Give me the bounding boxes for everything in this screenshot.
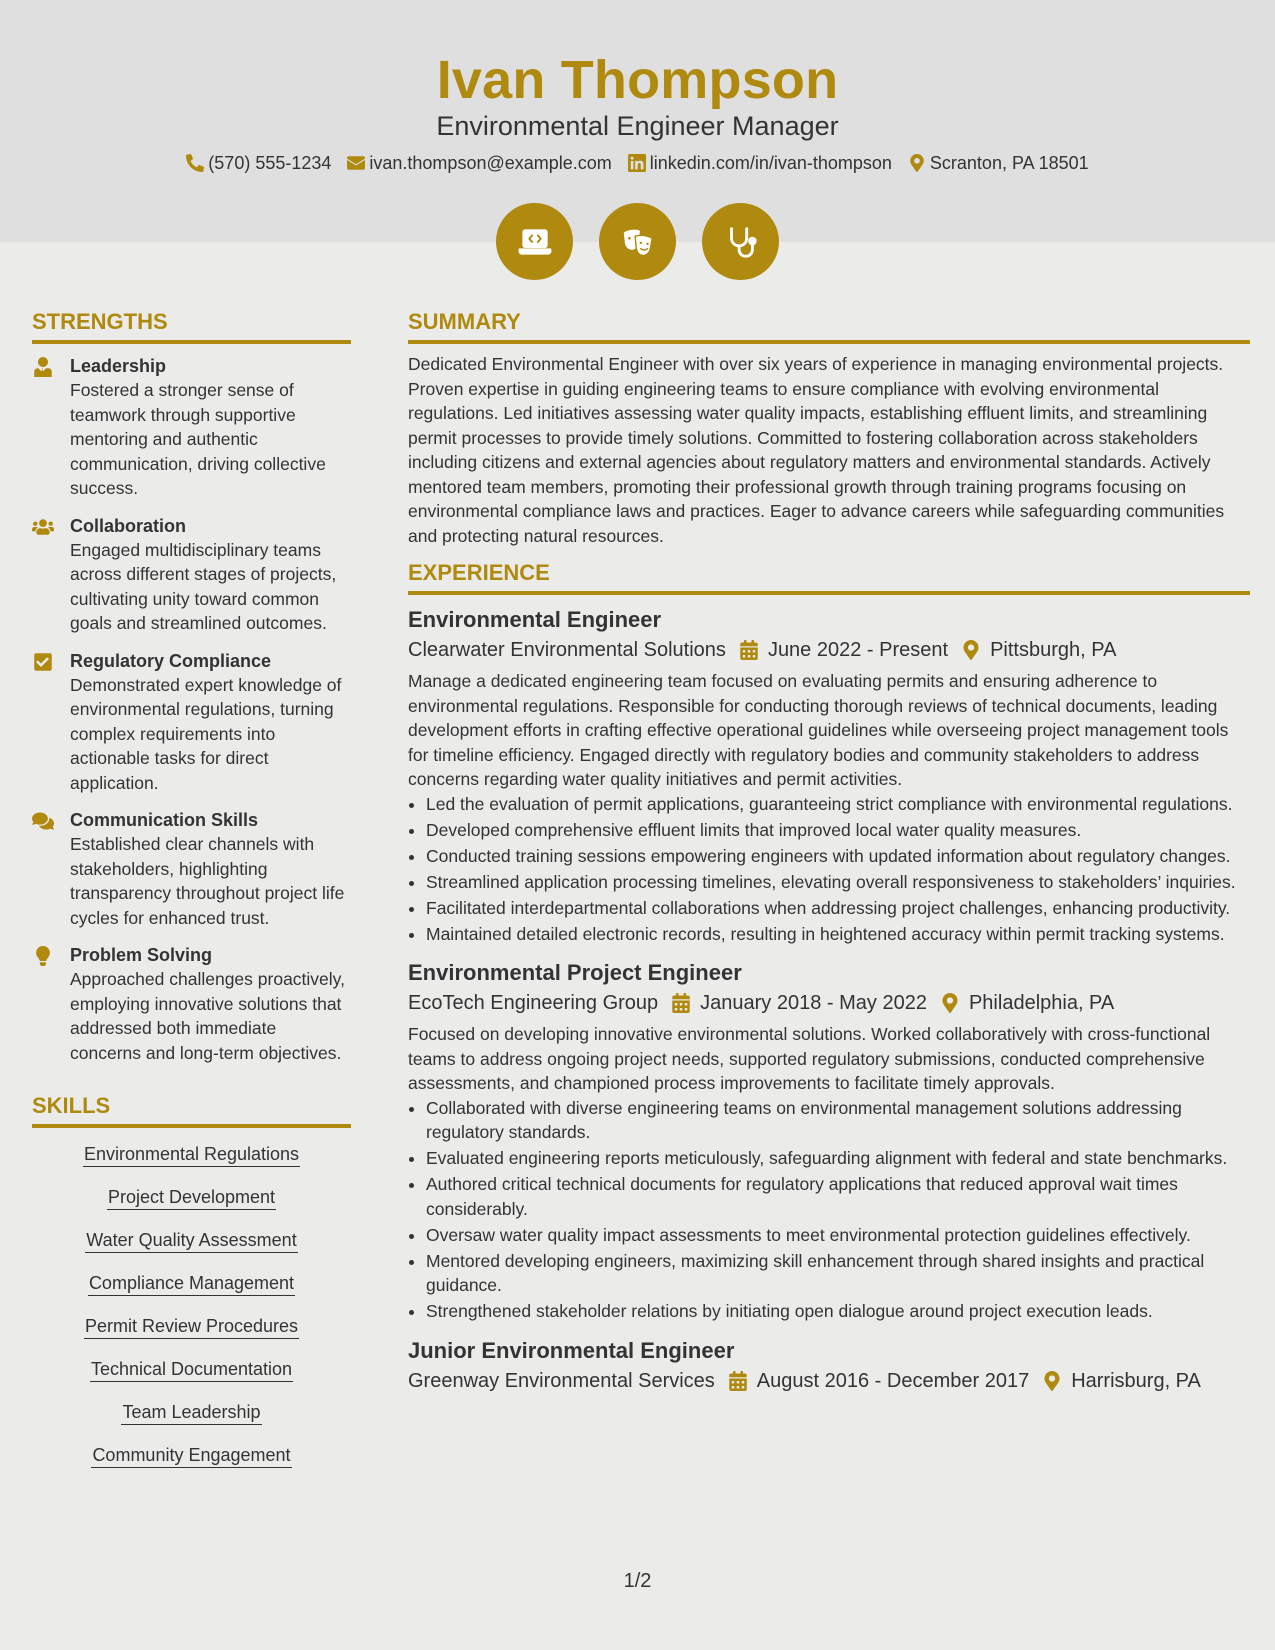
strength-item	[32, 808, 351, 930]
list-item: • Evaluated engineering reports meticulously, safeguarding alignment with federal and state benchmarks.	[426, 1146, 1250, 1171]
skill-item: Environmental Regulations	[83, 1142, 300, 1167]
skill-item: Project Development	[107, 1185, 276, 1210]
strength-desc: Approached challenges proactively, employing innovative solutions that addressed both immediate concerns and long-term objectives.	[70, 969, 345, 1063]
strength-title: Collaboration	[70, 515, 186, 536]
strength-desc: Fostered a stronger sense of teamwork through supportive mentoring and authentic communication, driving collective success.	[70, 380, 326, 498]
job-title: Junior Environmental Engineer	[408, 1337, 735, 1363]
strength-title: Leadership	[70, 356, 167, 376]
page-number: 1/2	[623, 1570, 652, 1592]
strength-item	[32, 354, 351, 501]
list-item: • Streamlined application processing timelines, elevating overall responsiveness to stakeholders’ inquiries.	[426, 870, 1250, 895]
job-meta	[408, 988, 1250, 1018]
map-marker-icon	[962, 640, 980, 660]
skill-item: Permit Review Procedures	[84, 1314, 299, 1339]
skills-heading: SKILLS	[32, 1091, 351, 1128]
job-dates: January 2018 - May 2022	[700, 992, 927, 1014]
right-column	[408, 307, 1250, 1400]
check-square-icon	[32, 652, 54, 672]
job-meta	[408, 1366, 1250, 1396]
location-text: Scranton, PA 18501	[929, 153, 1089, 173]
job-company: Clearwater Environmental Solutions	[408, 639, 726, 661]
hobby-icons	[0, 203, 1275, 280]
list-item: • Developed comprehensive effluent limits that improved local water quality measures.	[426, 818, 1250, 843]
job-location: Philadelphia, PA	[968, 992, 1115, 1014]
skill-item: Community Engagement	[91, 1443, 291, 1468]
list-item: • Authored critical technical documents for regulatory applications that reduced approval wait times considerably.	[426, 1172, 1250, 1221]
contact-email[interactable]	[347, 151, 611, 175]
contact-linkedin[interactable]	[628, 151, 892, 175]
calendar-icon	[729, 1371, 747, 1391]
comments-icon	[32, 811, 54, 831]
list-item: • Strengthened stakeholder relations by initiating open dialogue around project execution leads.	[426, 1299, 1250, 1324]
job-entry	[408, 605, 1250, 946]
candidate-name: Ivan Thompson	[436, 50, 839, 110]
job-dates: August 2016 - December 2017	[756, 1369, 1030, 1392]
skill-item: Team Leadership	[121, 1400, 261, 1425]
skill-item: Compliance Management	[88, 1271, 295, 1296]
map-marker-icon	[908, 154, 926, 172]
left-column	[32, 307, 351, 1468]
skill-item: Technical Documentation	[90, 1357, 293, 1382]
job-meta	[408, 635, 1250, 665]
strength-title: Communication Skills	[70, 810, 259, 830]
lightbulb-icon	[32, 946, 54, 966]
job-title: Environmental Project Engineer	[408, 960, 742, 985]
candidate-title: Environmental Engineer Manager	[436, 111, 839, 141]
job-bullets	[408, 792, 1250, 947]
skill-item: Water Quality Assessment	[85, 1228, 297, 1253]
strengths-heading: STRENGTHS	[32, 307, 351, 344]
envelope-icon	[347, 154, 365, 172]
job-description: Manage a dedicated engineering team focused on evaluating permits and ensuring adherence to environmental regulations. Responsible for conducting thorough reviews of technical documents, leading development efforts in crafting effective operational guidelines while overseeing project management tools for timeline efficiency. Engaged directly with regulatory bodies and community stakeholders to address concerns regarding water quality initiatives and permit activities.	[408, 671, 1229, 789]
strength-desc: Engaged multidisciplinary teams across different stages of projects, cultivating unity toward common goals and streamlined outcomes.	[70, 539, 337, 633]
job-company: Greenway Environmental Services	[408, 1369, 715, 1392]
strength-item	[32, 649, 351, 796]
strength-desc: Established clear channels with stakeholders, highlighting transparency throughout project life cycles for enhanced trust.	[70, 834, 345, 928]
theater-masks-icon	[599, 203, 676, 280]
job-location: Pittsburgh, PA	[990, 639, 1117, 661]
contact-bar	[0, 151, 1275, 175]
phone-icon	[186, 154, 204, 172]
job-bullets	[408, 1096, 1250, 1324]
calendar-icon	[740, 640, 758, 660]
strength-desc: Demonstrated expert knowledge of environmental regulations, turning complex requirements into actionable tasks for direct application.	[70, 674, 342, 793]
list-item: • Collaborated with diverse engineering teams on environmental management solutions addressing regulatory standards.	[426, 1096, 1250, 1145]
linkedin-icon	[628, 154, 646, 172]
users-icon	[32, 517, 54, 537]
user-tie-icon	[32, 357, 54, 377]
job-description: Focused on developing innovative environmental solutions. Worked collaboratively with cross-functional teams to address ongoing project needs, supported regulatory submissions, conducted comprehensive assessments, and championed process improvements to facilitate timely approvals.	[408, 1024, 1211, 1093]
calendar-icon	[672, 993, 690, 1013]
laptop-code-icon	[496, 203, 573, 280]
stethoscope-icon	[702, 203, 779, 280]
list-item: • Oversaw water quality impact assessments to meet environmental protection guidelines effectively.	[426, 1223, 1250, 1248]
list-item: • Led the evaluation of permit applications, guaranteeing strict compliance with environmental regulations.	[426, 792, 1250, 817]
job-dates: June 2022 - Present	[767, 639, 949, 661]
job-entry	[408, 1336, 1250, 1396]
list-item: • Mentored developing engineers, maximizing skill enhancement through shared insights and practical guidance.	[426, 1249, 1250, 1298]
contact-phone[interactable]	[186, 151, 331, 175]
experience-heading: EXPERIENCE	[408, 558, 1250, 595]
map-marker-icon	[1043, 1371, 1061, 1391]
strength-item	[32, 514, 351, 636]
strength-title: Regulatory Compliance	[70, 650, 272, 671]
strength-title: Problem Solving	[70, 945, 213, 965]
email-text: ivan.thompson@example.com	[369, 153, 612, 173]
contact-location	[908, 151, 1089, 175]
list-item: • Maintained detailed electronic records, resulting in heightened accuracy within permit tracking systems.	[426, 922, 1250, 947]
job-location: Harrisburg, PA	[1071, 1369, 1201, 1392]
phone-text: (570) 555-1234	[208, 153, 332, 173]
strength-item	[32, 943, 351, 1065]
summary-heading: SUMMARY	[408, 307, 1250, 344]
job-entry	[408, 958, 1250, 1324]
map-marker-icon	[941, 993, 959, 1013]
list-item: • Conducted training sessions empowering engineers with updated information about regulatory changes.	[426, 844, 1250, 869]
linkedin-text: linkedin.com/in/ivan-thompson	[649, 153, 892, 173]
list-item: • Facilitated interdepartmental collaborations when addressing project challenges, enhancing productivity.	[426, 896, 1250, 921]
summary-text: Dedicated Environmental Engineer with over six years of experience in managing environmental projects. Proven expertise in guiding engineering teams to ensure compliance with evolving environmental regulations. Led initiatives assessing water quality impacts, establishing effluent limits, and streamlining permit processes to provide timely solutions. Committed to fostering collaboration across stakeholders including citizens and external agencies about regulatory matters and environmental standards. Actively mentored team members, promoting their professional growth through training programs focusing on environmental compliance laws and practices. Eager to advance careers while safeguarding communities and protecting natural resources.	[408, 354, 1225, 546]
job-title: Environmental Engineer	[408, 607, 662, 632]
job-company: EcoTech Engineering Group	[408, 992, 659, 1014]
skill-list	[32, 1142, 351, 1468]
